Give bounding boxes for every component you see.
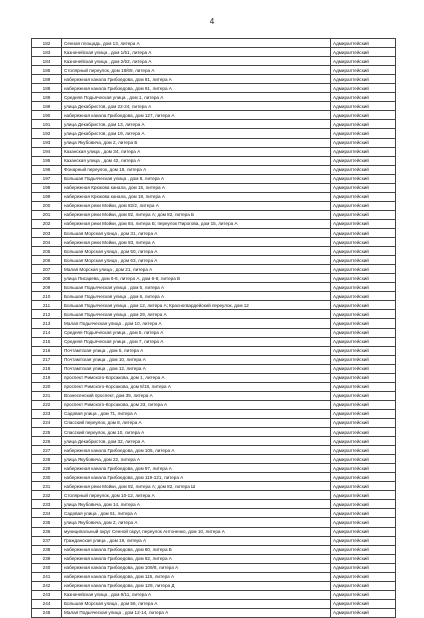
address-cell: Почтамтская улица , дом 10, литера А <box>62 355 331 364</box>
address-cell: набережная реки Мойки, дом 82, литера А; дом 82, литера Б <box>62 210 331 219</box>
row-number-cell: 239 <box>32 554 62 563</box>
address-cell: Большая Морская улица , дом 31, литера А <box>62 228 331 237</box>
table-row <box>32 147 396 156</box>
table-row <box>32 328 396 337</box>
address-cell: Садовая улица , дом 51, литера А <box>62 509 331 518</box>
address-cell: Средняя Подьяческая улица , дом 7, литера А <box>62 337 331 346</box>
table-row <box>32 545 396 554</box>
district-cell: Адмиралтейский <box>331 265 396 274</box>
table-row <box>32 382 396 391</box>
row-number-cell: 203 <box>32 228 62 237</box>
address-cell: набережная канала Грибоедова, дом 81, литера А <box>62 75 331 84</box>
row-number-cell: 197 <box>32 174 62 183</box>
row-number-cell: 241 <box>32 572 62 581</box>
table-row <box>32 409 396 418</box>
address-cell: Большая Подьяческая улица , дом 12, литера А; Красногвардейский переулок, дом 12 <box>62 301 331 310</box>
row-number-cell: 189 <box>32 75 62 84</box>
address-cell: улица Писарева, дом 6-8, литера А, дом 6-8, литера В <box>62 274 331 283</box>
table-row <box>32 138 396 147</box>
table-row <box>32 102 396 111</box>
row-number-cell: 231 <box>32 482 62 491</box>
district-cell: Адмиралтейский <box>331 310 396 319</box>
district-cell: Адмиралтейский <box>331 129 396 138</box>
table-row <box>32 572 396 581</box>
table-row <box>32 599 396 608</box>
address-cell: Малая Подьяческая улица , дом 12-14, литера А <box>62 608 331 617</box>
district-cell: Адмиралтейский <box>331 66 396 75</box>
district-cell: Адмиралтейский <box>331 238 396 247</box>
row-number-cell: 226 <box>32 437 62 446</box>
address-cell: набережная реки Мойки, дом 82, литера А; дом 82, литера Ш <box>62 482 331 491</box>
row-number-cell: 184 <box>32 57 62 66</box>
district-cell: Адмиралтейский <box>331 219 396 228</box>
row-number-cell: 211 <box>32 301 62 310</box>
row-number-cell: 229 <box>32 464 62 473</box>
row-number-cell: 201 <box>32 210 62 219</box>
address-cell: Казанская улица , дом 34, литера А <box>62 147 331 156</box>
district-cell: Адмиралтейский <box>331 93 396 102</box>
table-row <box>32 473 396 482</box>
district-cell: Адмиралтейский <box>331 590 396 599</box>
address-cell: Большая Подьяческая улица , дом 29, литера А <box>62 310 331 319</box>
address-cell: Казанская улица , дом 42, литера А <box>62 156 331 165</box>
district-cell: Адмиралтейский <box>331 382 396 391</box>
district-cell: Адмиралтейский <box>331 48 396 57</box>
district-cell: Адмиралтейский <box>331 400 396 409</box>
table-row <box>32 437 396 446</box>
table-row <box>32 39 396 48</box>
row-number-cell: 218 <box>32 364 62 373</box>
address-cell: Большая Морская улица , дом 63, литера А <box>62 256 331 265</box>
district-cell: Адмиралтейский <box>331 138 396 147</box>
address-cell: набережная реки Мойки, дом 93, литера А <box>62 238 331 247</box>
row-number-cell: 193 <box>32 138 62 147</box>
table-row <box>32 210 396 219</box>
district-cell: Адмиралтейский <box>331 183 396 192</box>
row-number-cell: 217 <box>32 355 62 364</box>
table-row <box>32 228 396 237</box>
address-cell: набережная канала Грибоедова, дом 80, литера Б <box>62 545 331 554</box>
row-number-cell: 195 <box>32 156 62 165</box>
table-row <box>32 301 396 310</box>
address-cell: улица Якубовича, дом 2, литера Б <box>62 138 331 147</box>
row-number-cell: 227 <box>32 446 62 455</box>
address-cell: Гражданская улица , дом 19, литера А <box>62 536 331 545</box>
district-cell: Адмиралтейский <box>331 210 396 219</box>
row-number-cell: 209 <box>32 283 62 292</box>
address-cell: проспект Римского-Корсакова, дом 33, литера А <box>62 400 331 409</box>
row-number-cell: 243 <box>32 590 62 599</box>
row-number-cell: 224 <box>32 418 62 427</box>
district-cell: Адмиралтейский <box>331 446 396 455</box>
district-cell: Адмиралтейский <box>331 473 396 482</box>
address-cell: Почтамтская улица , дом 5, литера А <box>62 346 331 355</box>
address-cell: улица Декабристов, дом 22-24, литера А <box>62 102 331 111</box>
row-number-cell: 207 <box>32 265 62 274</box>
address-cell: Малая Подьяческая улица , дом 10, литера А <box>62 319 331 328</box>
table-row <box>32 464 396 473</box>
table-row <box>32 527 396 536</box>
address-cell: набережная канала Грибоедова, дом 127, литера А <box>62 111 331 120</box>
address-cell: набережная реки Мойки, дом 82/2, литера А <box>62 201 331 210</box>
district-cell: Адмиралтейский <box>331 201 396 210</box>
table-row <box>32 111 396 120</box>
address-cell: проспект Римского-Корсакова, дом 1, литера А <box>62 373 331 382</box>
address-cell: Вознесенский проспект, дом 35, литера А <box>62 391 331 400</box>
row-number-cell: 213 <box>32 319 62 328</box>
table-row <box>32 364 396 373</box>
table-row <box>32 66 396 75</box>
table-row <box>32 590 396 599</box>
address-cell: Спасский переулок, дом 8, литера А <box>62 418 331 427</box>
address-cell: набережная Крюкова канала, дом 15, литера А <box>62 183 331 192</box>
district-cell: Адмиралтейский <box>331 292 396 301</box>
district-cell: Адмиралтейский <box>331 355 396 364</box>
district-cell: Адмиралтейский <box>331 274 396 283</box>
row-number-cell: 232 <box>32 491 62 500</box>
row-number-cell: 202 <box>32 219 62 228</box>
table-row <box>32 554 396 563</box>
row-number-cell: 199 <box>32 192 62 201</box>
row-number-cell: 244 <box>32 599 62 608</box>
row-number-cell: 233 <box>32 500 62 509</box>
table-row <box>32 319 396 328</box>
row-number-cell: 185 <box>32 66 62 75</box>
row-number-cell: 196 <box>32 165 62 174</box>
district-cell: Адмиралтейский <box>331 491 396 500</box>
table-row <box>32 491 396 500</box>
address-cell: Большая Морская улица , дом 56, литера А <box>62 599 331 608</box>
table-row <box>32 373 396 382</box>
table-row <box>32 292 396 301</box>
district-cell: Адмиралтейский <box>331 57 396 66</box>
address-cell: Малая Морская улица , дом 21, литера А <box>62 265 331 274</box>
district-cell: Адмиралтейский <box>331 228 396 237</box>
district-cell: Адмиралтейский <box>331 409 396 418</box>
table-row <box>32 482 396 491</box>
district-cell: Адмиралтейский <box>331 482 396 491</box>
row-number-cell: 225 <box>32 428 62 437</box>
table-row <box>32 346 396 355</box>
district-cell: Адмиралтейский <box>331 165 396 174</box>
address-cell: Почтамтская улица , дом 12, литера А <box>62 364 331 373</box>
address-cell: набережная канала Грибоедова, дом 105, литера А <box>62 446 331 455</box>
district-cell: Адмиралтейский <box>331 301 396 310</box>
table-row <box>32 265 396 274</box>
district-cell: Адмиралтейский <box>331 328 396 337</box>
table-row <box>32 93 396 102</box>
table-row <box>32 500 396 509</box>
row-number-cell: 183 <box>32 48 62 57</box>
district-cell: Адмиралтейский <box>331 527 396 536</box>
district-cell: Адмиралтейский <box>331 147 396 156</box>
address-cell: Большая Морская улица , дом 50, литера А <box>62 247 331 256</box>
row-number-cell: 182 <box>32 39 62 48</box>
address-cell: улица Якубовича, дом 22, литера А <box>62 455 331 464</box>
address-cell: Средняя Подьяческая улица , дом 5, литера А <box>62 328 331 337</box>
district-cell: Адмиралтейский <box>331 581 396 590</box>
table-row <box>32 238 396 247</box>
table-row <box>32 219 396 228</box>
address-cell: Казначейская улица , дом 1/61, литера А <box>62 48 331 57</box>
table-row <box>32 608 396 617</box>
row-number-cell: 200 <box>32 201 62 210</box>
district-cell: Адмиралтейский <box>331 608 396 617</box>
address-cell: набережная канала Грибоедова, дом 129, литера Д <box>62 581 331 590</box>
row-number-cell: 235 <box>32 518 62 527</box>
address-cell: набережная канала Грибоедова, дом 109/8, литера А <box>62 563 331 572</box>
district-cell: Адмиралтейский <box>331 39 396 48</box>
address-cell: Садовая улица , дом 71, литера А <box>62 409 331 418</box>
district-cell: Адмиралтейский <box>331 391 396 400</box>
address-cell: набережная канала Грибоедова, дом 91, литера А <box>62 84 331 93</box>
table-row <box>32 174 396 183</box>
district-cell: Адмиралтейский <box>331 509 396 518</box>
address-cell: набережная Крюкова канала, дом 19, литера А <box>62 192 331 201</box>
district-cell: Адмиралтейский <box>331 518 396 527</box>
address-cell: муниципальный округ Сенной округ, переулок Антоненко, дом 10, литера А <box>62 527 331 536</box>
row-number-cell: 192 <box>32 129 62 138</box>
row-number-cell: 198 <box>32 183 62 192</box>
district-cell: Адмиралтейский <box>331 428 396 437</box>
address-cell: набережная канала Грибоедова, дом 82, литера А <box>62 554 331 563</box>
district-cell: Адмиралтейский <box>331 174 396 183</box>
row-number-cell: 220 <box>32 382 62 391</box>
address-cell: набережная канала Грибоедова, дом 115, литера А <box>62 572 331 581</box>
table-row <box>32 310 396 319</box>
row-number-cell: 188 <box>32 84 62 93</box>
row-number-cell: 214 <box>32 328 62 337</box>
address-cell: Столярный переулок, дом 10-12, литера А <box>62 491 331 500</box>
table-row <box>32 418 396 427</box>
row-number-cell: 215 <box>32 337 62 346</box>
table-row <box>32 247 396 256</box>
table-row <box>32 129 396 138</box>
address-cell: улица Декабристов, дом 19, литера А <box>62 129 331 138</box>
row-number-cell: 237 <box>32 536 62 545</box>
row-number-cell: 194 <box>32 147 62 156</box>
row-number-cell: 221 <box>32 391 62 400</box>
table-row <box>32 400 396 409</box>
district-cell: Адмиралтейский <box>331 500 396 509</box>
row-number-cell: 208 <box>32 274 62 283</box>
row-number-cell: 223 <box>32 409 62 418</box>
district-cell: Адмиралтейский <box>331 156 396 165</box>
row-number-cell: 189 <box>32 102 62 111</box>
table-row <box>32 446 396 455</box>
row-number-cell: 242 <box>32 581 62 590</box>
address-table-body <box>32 39 396 618</box>
address-cell: набережная реки Мойки, дом 84, литера Б; переулок Пирогова, дом 15, литера А <box>62 219 331 228</box>
district-cell: Адмиралтейский <box>331 102 396 111</box>
address-cell: улица Якубовича, дом 2, литера А <box>62 518 331 527</box>
district-cell: Адмиралтейский <box>331 455 396 464</box>
row-number-cell: 210 <box>32 292 62 301</box>
address-cell: улица Декабристов, дом 13, литера А <box>62 120 331 129</box>
district-cell: Адмиралтейский <box>331 364 396 373</box>
district-cell: Адмиралтейский <box>331 437 396 446</box>
address-cell: Средняя Подьяческая улица , дом 1, литера А <box>62 93 331 102</box>
table-row <box>32 563 396 572</box>
district-cell: Адмиралтейский <box>331 464 396 473</box>
table-row <box>32 391 396 400</box>
table-row <box>32 48 396 57</box>
district-cell: Адмиралтейский <box>331 256 396 265</box>
table-row <box>32 581 396 590</box>
address-cell: Столярный переулок, дом 18/69, литера А <box>62 66 331 75</box>
table-row <box>32 57 396 66</box>
district-cell: Адмиралтейский <box>331 75 396 84</box>
district-cell: Адмиралтейский <box>331 192 396 201</box>
district-cell: Адмиралтейский <box>331 545 396 554</box>
address-cell: проспект Римского-Корсакова, дом 8/18, литера А <box>62 382 331 391</box>
row-number-cell: 205 <box>32 247 62 256</box>
table-row <box>32 355 396 364</box>
address-cell: набережная канала Грибоедова, дом 97, литера А <box>62 464 331 473</box>
table-row <box>32 536 396 545</box>
address-table <box>31 38 396 618</box>
table-row <box>32 428 396 437</box>
district-cell: Адмиралтейский <box>331 599 396 608</box>
table-row <box>32 256 396 265</box>
district-cell: Адмиралтейский <box>331 418 396 427</box>
address-cell: набережная канала Грибоедова, дом 119-121, литера А <box>62 473 331 482</box>
table-row <box>32 509 396 518</box>
address-cell: Казначейская улица , дом 2/63, литера А <box>62 57 331 66</box>
row-number-cell: 206 <box>32 256 62 265</box>
district-cell: Адмиралтейский <box>331 554 396 563</box>
address-cell: Большая Подьяческая улица , дом 8, литера А <box>62 174 331 183</box>
table-row <box>32 518 396 527</box>
district-cell: Адмиралтейский <box>331 111 396 120</box>
table-row <box>32 337 396 346</box>
table-row <box>32 455 396 464</box>
address-cell: Казначейская улица , дом 9/11, литера А <box>62 590 331 599</box>
row-number-cell: 240 <box>32 563 62 572</box>
row-number-cell: 204 <box>32 238 62 247</box>
table-row <box>32 84 396 93</box>
table-row <box>32 165 396 174</box>
row-number-cell: 216 <box>32 346 62 355</box>
table-row <box>32 75 396 84</box>
table-row <box>32 201 396 210</box>
address-cell: Сенная площадь, дом 13, литера А <box>62 39 331 48</box>
district-cell: Адмиралтейский <box>331 283 396 292</box>
table-row <box>32 120 396 129</box>
row-number-cell: 228 <box>32 455 62 464</box>
table-row <box>32 156 396 165</box>
row-number-cell: 245 <box>32 608 62 617</box>
address-cell: улица Декабристов, дом 32, литера А <box>62 437 331 446</box>
address-cell: Спасский переулок, дом 10, литера А <box>62 428 331 437</box>
table-row <box>32 183 396 192</box>
district-cell: Адмиралтейский <box>331 247 396 256</box>
table-row <box>32 192 396 201</box>
district-cell: Адмиралтейский <box>331 536 396 545</box>
district-cell: Адмиралтейский <box>331 373 396 382</box>
row-number-cell: 236 <box>32 527 62 536</box>
district-cell: Адмиралтейский <box>331 572 396 581</box>
page-number: 4 <box>209 17 215 26</box>
district-cell: Адмиралтейский <box>331 319 396 328</box>
row-number-cell: 191 <box>32 120 62 129</box>
row-number-cell: 189 <box>32 93 62 102</box>
address-cell: Фонарный переулок, дом 18, литера А <box>62 165 331 174</box>
row-number-cell: 219 <box>32 373 62 382</box>
row-number-cell: 190 <box>32 111 62 120</box>
table-row <box>32 283 396 292</box>
address-cell: Большая Подьяческая улица , дом 5, литера А <box>62 283 331 292</box>
district-cell: Адмиралтейский <box>331 563 396 572</box>
row-number-cell: 238 <box>32 545 62 554</box>
row-number-cell: 230 <box>32 473 62 482</box>
district-cell: Адмиралтейский <box>331 337 396 346</box>
district-cell: Адмиралтейский <box>331 120 396 129</box>
district-cell: Адмиралтейский <box>331 84 396 93</box>
table-row <box>32 274 396 283</box>
address-cell: улица Якубовича, дом 14, литера А <box>62 500 331 509</box>
row-number-cell: 222 <box>32 400 62 409</box>
district-cell: Адмиралтейский <box>331 346 396 355</box>
row-number-cell: 234 <box>32 509 62 518</box>
row-number-cell: 212 <box>32 310 62 319</box>
address-cell: Большая Подьяческая улица , дом 6, литера А <box>62 292 331 301</box>
